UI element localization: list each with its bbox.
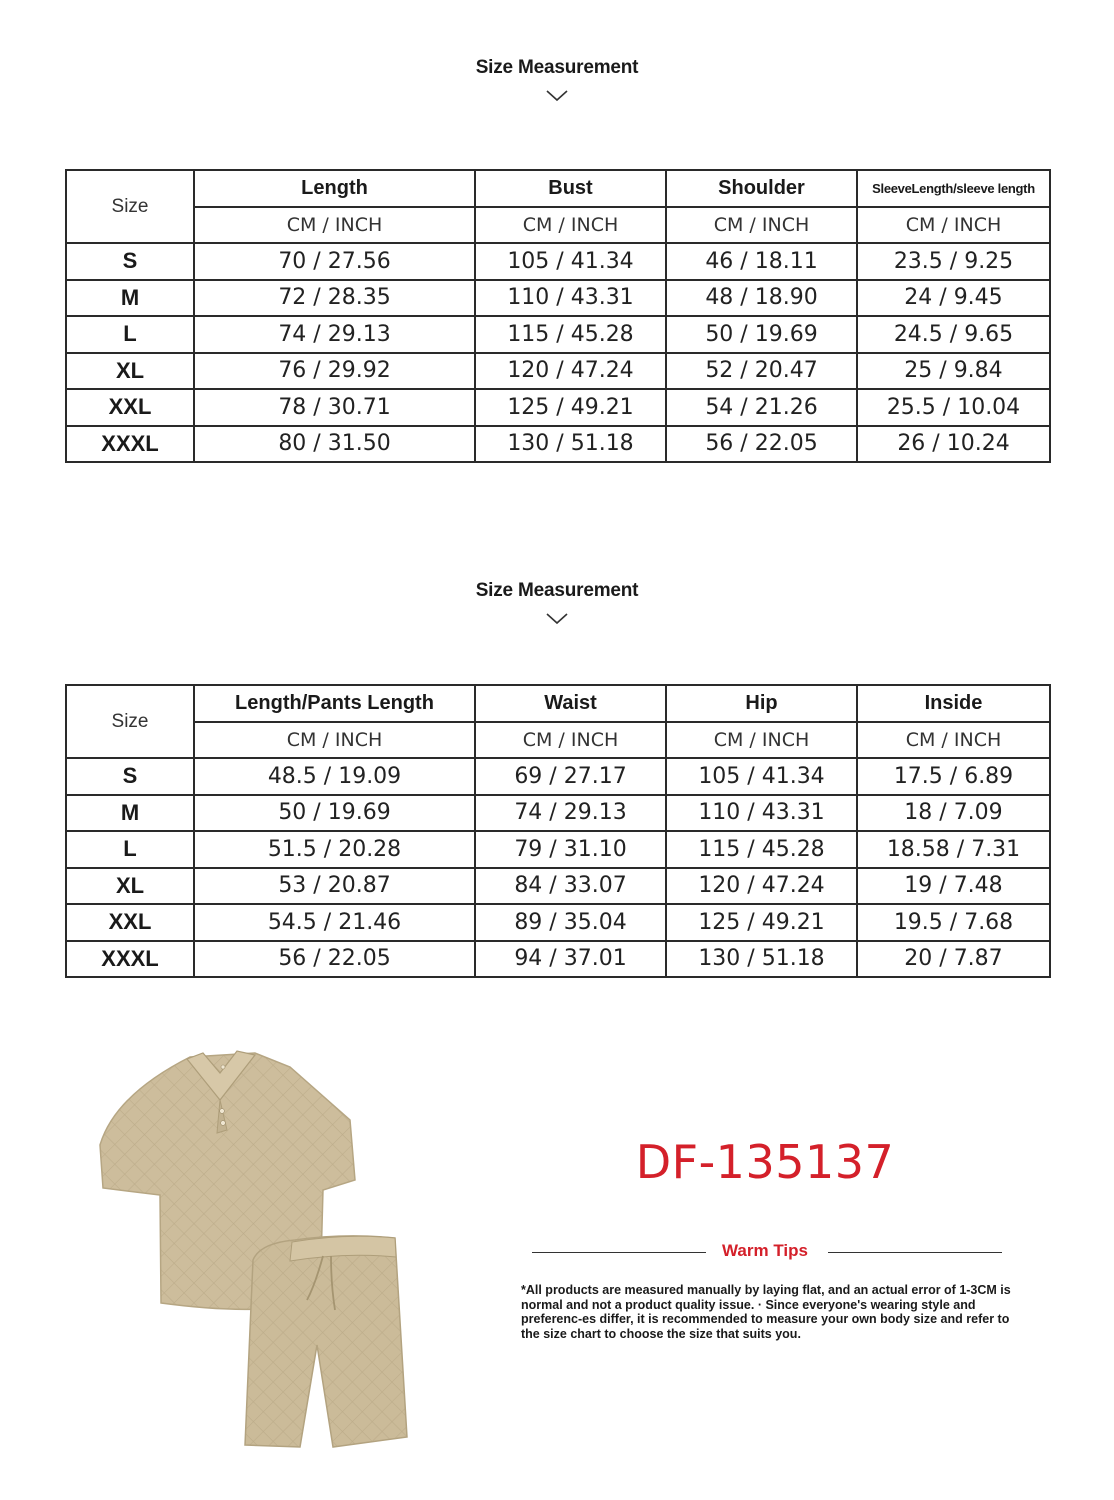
- unit-header: CM / INCH: [194, 207, 475, 244]
- column-header-waist: Waist: [475, 685, 666, 722]
- size-label: XXXL: [66, 941, 194, 978]
- table-cell: 54.5 / 21.46: [194, 904, 475, 941]
- table-row: [66, 795, 1050, 832]
- table-cell: 130 / 51.18: [666, 941, 857, 978]
- table-cell: 53 / 20.87: [194, 868, 475, 905]
- size-label: XL: [66, 868, 194, 905]
- table-row: [66, 243, 1050, 280]
- table-cell: 94 / 37.01: [475, 941, 666, 978]
- table-cell: 18.58 / 7.31: [857, 831, 1050, 868]
- table-cell: 110 / 43.31: [666, 795, 857, 832]
- column-header-shoulder: Shoulder: [666, 170, 857, 207]
- table-row: [66, 316, 1050, 353]
- table-cell: 74 / 29.13: [194, 316, 475, 353]
- size-label: S: [66, 758, 194, 795]
- table-row: [66, 280, 1050, 317]
- table-cell: 76 / 29.92: [194, 353, 475, 390]
- table-cell: 115 / 45.28: [666, 831, 857, 868]
- table-cell: 105 / 41.34: [666, 758, 857, 795]
- chevron-down-icon: [546, 613, 568, 625]
- table-cell: 20 / 7.87: [857, 941, 1050, 978]
- table-cell: 50 / 19.69: [666, 316, 857, 353]
- size-label: XXL: [66, 904, 194, 941]
- warm-tips-title: Warm Tips: [722, 1241, 808, 1260]
- size-label: L: [66, 831, 194, 868]
- product-code: DF-135137: [635, 1135, 895, 1189]
- table-cell: 110 / 43.31: [475, 280, 666, 317]
- unit-header: CM / INCH: [475, 722, 666, 759]
- table-row: [66, 389, 1050, 426]
- table-cell: 84 / 33.07: [475, 868, 666, 905]
- table-cell: 69 / 27.17: [475, 758, 666, 795]
- table-cell: 56 / 22.05: [666, 426, 857, 463]
- size-label: S: [66, 243, 194, 280]
- table-cell: 25 / 9.84: [857, 353, 1050, 390]
- table-cell: 115 / 45.28: [475, 316, 666, 353]
- table-cell: 17.5 / 6.89: [857, 758, 1050, 795]
- table-cell: 79 / 31.10: [475, 831, 666, 868]
- table-cell: 23.5 / 9.25: [857, 243, 1050, 280]
- column-header-length: Length: [194, 170, 475, 207]
- unit-header: CM / INCH: [666, 722, 857, 759]
- table-cell: 18 / 7.09: [857, 795, 1050, 832]
- table-cell: 130 / 51.18: [475, 426, 666, 463]
- table-row: [66, 426, 1050, 463]
- table-cell: 105 / 41.34: [475, 243, 666, 280]
- table-cell: 46 / 18.11: [666, 243, 857, 280]
- unit-header: CM / INCH: [857, 722, 1050, 759]
- size-header: Size: [66, 685, 194, 758]
- bottom-size-table: [65, 684, 1051, 978]
- table-cell: 54 / 21.26: [666, 389, 857, 426]
- column-header-pants-length: Length/Pants Length: [194, 685, 475, 722]
- table-cell: 19 / 7.48: [857, 868, 1050, 905]
- table-row: [66, 758, 1050, 795]
- unit-header: CM / INCH: [194, 722, 475, 759]
- table-row: [66, 904, 1050, 941]
- table-cell: 125 / 49.21: [475, 389, 666, 426]
- size-label: M: [66, 280, 194, 317]
- size-label: XXXL: [66, 426, 194, 463]
- table-row: [66, 831, 1050, 868]
- table-row: [66, 868, 1050, 905]
- table-cell: 52 / 20.47: [666, 353, 857, 390]
- table-row: [66, 941, 1050, 978]
- column-header-hip: Hip: [666, 685, 857, 722]
- size-label: L: [66, 316, 194, 353]
- table-cell: 24.5 / 9.65: [857, 316, 1050, 353]
- table-cell: 24 / 9.45: [857, 280, 1050, 317]
- table-cell: 25.5 / 10.04: [857, 389, 1050, 426]
- table-cell: 80 / 31.50: [194, 426, 475, 463]
- chevron-down-icon: [546, 90, 568, 102]
- table-cell: 120 / 47.24: [666, 868, 857, 905]
- size-label: XXL: [66, 389, 194, 426]
- column-header-inside: Inside: [857, 685, 1050, 722]
- top-size-table: [65, 169, 1051, 463]
- table-row: [66, 353, 1050, 390]
- table-cell: 50 / 19.69: [194, 795, 475, 832]
- table-cell: 48 / 18.90: [666, 280, 857, 317]
- table-cell: 51.5 / 20.28: [194, 831, 475, 868]
- unit-header: CM / INCH: [475, 207, 666, 244]
- top-section-title: Size Measurement: [475, 57, 639, 78]
- table-cell: 74 / 29.13: [475, 795, 666, 832]
- size-label: M: [66, 795, 194, 832]
- table-cell: 72 / 28.35: [194, 280, 475, 317]
- table-cell: 70 / 27.56: [194, 243, 475, 280]
- table-cell: 19.5 / 7.68: [857, 904, 1050, 941]
- product-image: [95, 1045, 425, 1460]
- bottom-section-title: Size Measurement: [475, 580, 639, 601]
- table-cell: 78 / 30.71: [194, 389, 475, 426]
- shorts-icon: [245, 1236, 407, 1447]
- size-header: Size: [66, 170, 194, 243]
- column-header-sleeve-length: SleeveLength/sleeve length: [857, 170, 1050, 207]
- table-cell: 120 / 47.24: [475, 353, 666, 390]
- table-cell: 48.5 / 19.09: [194, 758, 475, 795]
- unit-header: CM / INCH: [857, 207, 1050, 244]
- unit-header: CM / INCH: [666, 207, 857, 244]
- table-cell: 56 / 22.05: [194, 941, 475, 978]
- divider-line-right: [828, 1252, 1002, 1253]
- size-label: XL: [66, 353, 194, 390]
- table-cell: 125 / 49.21: [666, 904, 857, 941]
- table-cell: 89 / 35.04: [475, 904, 666, 941]
- table-cell: 26 / 10.24: [857, 426, 1050, 463]
- divider-line-left: [532, 1252, 706, 1253]
- warm-tips-text: *All products are measured manually by laying flat, and an actual error of 1-3CM is normal and not a product quality issue. · Since everyone's wearing style and preferenc-es differ, it is recommended to measure your own body size and refer to the size chart to choose the size that suits you.: [521, 1283, 1011, 1341]
- column-header-bust: Bust: [475, 170, 666, 207]
